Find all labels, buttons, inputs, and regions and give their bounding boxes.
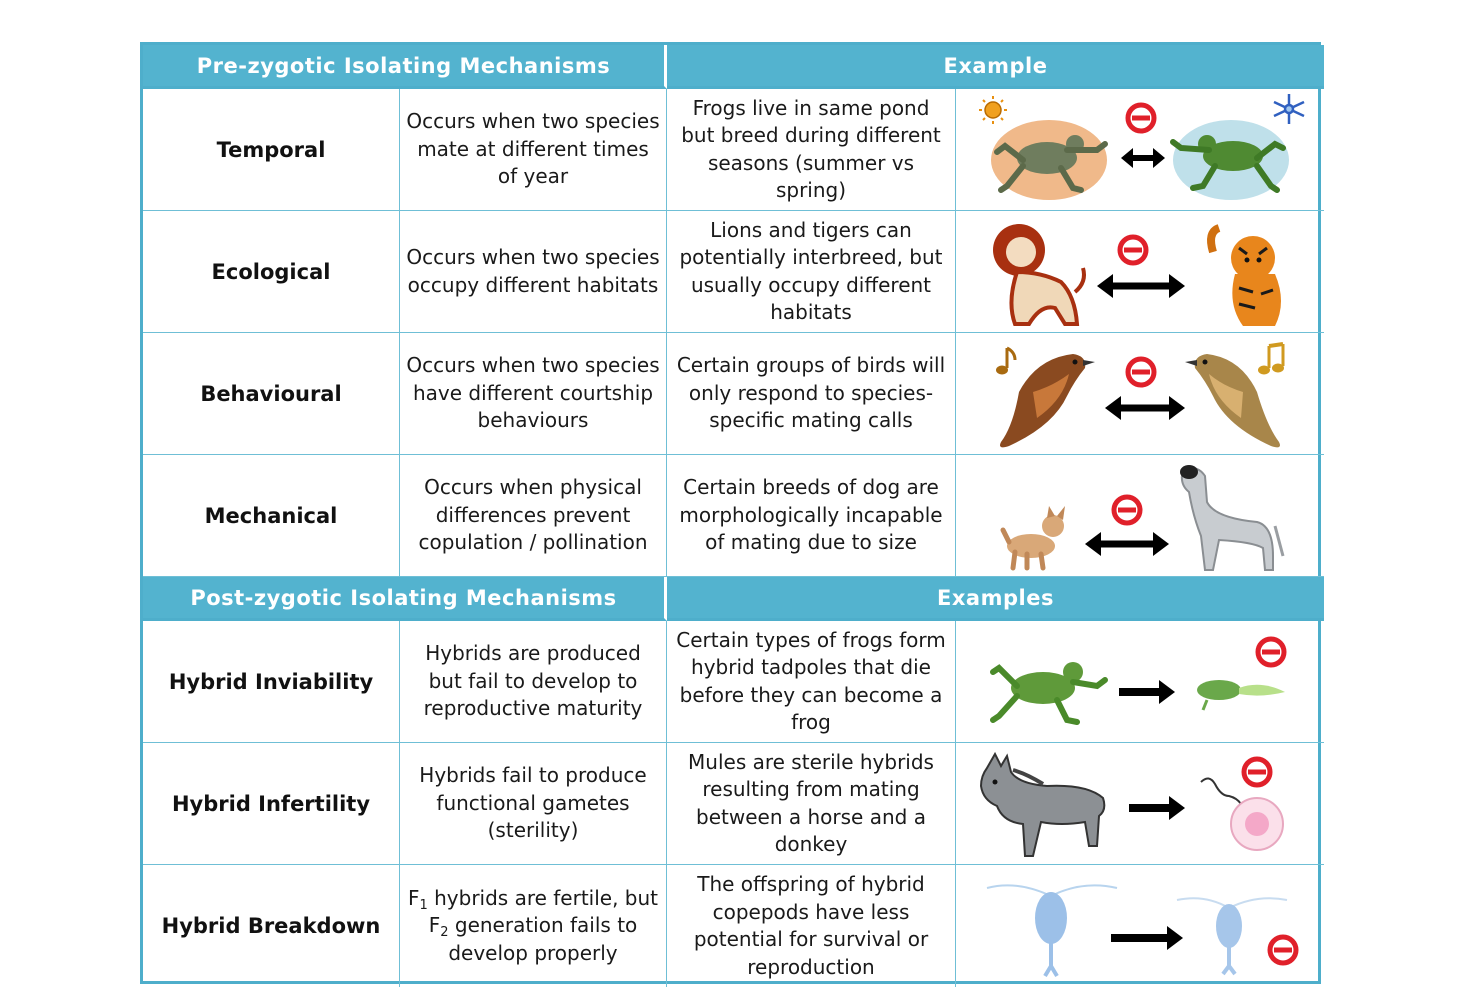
music-note-icon: [996, 348, 1015, 375]
snowflake-icon: [1274, 94, 1304, 124]
desc-part: F: [407, 885, 420, 910]
pre-zygotic-example-header: Example: [667, 45, 1324, 89]
spring-frog-icon: [1173, 120, 1289, 200]
row-name-ecological: Ecological: [143, 211, 400, 333]
copepod-icon: [987, 885, 1117, 976]
hybrid-breakdown-illustration: [956, 865, 1324, 987]
no-symbol-icon: [1120, 237, 1146, 263]
summer-frog-icon: [991, 120, 1107, 200]
no-symbol-icon: [1270, 937, 1296, 963]
row-name-temporal: Temporal: [143, 89, 400, 211]
no-symbol-icon: [1244, 759, 1270, 785]
row-example-hybrid-infertility: Mules are sterile hybrids resulting from mating between a horse and a donkey: [667, 743, 956, 865]
double-arrow-icon: [1105, 396, 1185, 420]
row-name-hybrid-breakdown: Hybrid Breakdown: [143, 865, 400, 987]
no-symbol-icon: [1258, 639, 1284, 665]
row-name-hybrid-infertility: Hybrid Infertility: [143, 743, 400, 865]
behavioural-illustration: [956, 333, 1324, 455]
row-example-hybrid-inviability: Certain types of frogs form hybrid tadpoles that die before they can become a frog: [667, 621, 956, 743]
frog-icon: [993, 662, 1105, 722]
great-dane-icon: [1180, 465, 1283, 570]
row-description-behavioural: Occurs when two species have different courtship behaviours: [400, 333, 667, 455]
no-symbol-icon: [1128, 359, 1154, 385]
ecological-illustration: [956, 211, 1324, 333]
row-name-behavioural: Behavioural: [143, 333, 400, 455]
lion-icon: [993, 224, 1084, 324]
right-arrow-icon: [1111, 926, 1183, 950]
row-example-hybrid-breakdown: The offspring of hybrid copepods have less potential for survival or reproduction: [667, 865, 956, 987]
row-description-hybrid-breakdown: [400, 865, 667, 987]
desc-part: hybrids are fertile, but F: [427, 885, 659, 938]
pre-zygotic-header: Pre-zygotic Isolating Mechanisms: [143, 45, 667, 89]
small-dog-icon: [1003, 506, 1065, 568]
row-description-hybrid-inviability: Hybrids are produced but fail to develop to reproductive maturity: [400, 621, 667, 743]
mechanical-illustration: [956, 455, 1324, 577]
no-symbol-icon: [1114, 497, 1140, 523]
isolating-mechanisms-table: [140, 42, 1321, 984]
row-example-behavioural: Certain groups of birds will only respond to species-specific mating calls: [667, 333, 956, 455]
generation-subscript: 2: [440, 925, 449, 941]
copepod-icon: [1177, 898, 1287, 974]
tiger-icon: [1211, 228, 1281, 326]
right-arrow-icon: [1129, 796, 1185, 820]
hybrid-infertility-illustration: [956, 743, 1324, 865]
right-arrow-icon: [1119, 680, 1175, 704]
post-zygotic-header: Post-zygotic Isolating Mechanisms: [143, 577, 667, 621]
double-arrow-icon: [1097, 274, 1185, 298]
tadpole-icon: [1197, 680, 1285, 710]
row-description-hybrid-infertility: Hybrids fail to produce functional gametes (sterility): [400, 743, 667, 865]
double-arrow-icon: [1085, 532, 1169, 556]
brown-bird-icon: [1000, 354, 1095, 447]
row-description-ecological: Occurs when two species occupy different habitats: [400, 211, 667, 333]
row-example-ecological: Lions and tigers can potentially interbreed, but usually occupy different habitats: [667, 211, 956, 333]
temporal-illustration: [956, 89, 1324, 211]
row-example-mechanical: Certain breeds of dog are morphologically incapable of mating due to size: [667, 455, 956, 577]
desc-part: generation fails to develop properly: [448, 913, 638, 965]
row-name-mechanical: Mechanical: [143, 455, 400, 577]
post-zygotic-example-header: Examples: [667, 577, 1324, 621]
no-symbol-icon: [1128, 105, 1154, 131]
egg-cell-icon: [1231, 798, 1283, 850]
row-description-mechanical: Occurs when physical differences prevent copulation / pollination: [400, 455, 667, 577]
hybrid-inviability-illustration: [956, 621, 1324, 743]
row-name-hybrid-inviability: Hybrid Inviability: [143, 621, 400, 743]
generation-subscript: 1: [419, 897, 428, 913]
mule-icon: [981, 754, 1104, 856]
music-note-icon: [1258, 344, 1284, 375]
sun-icon: [979, 96, 1007, 124]
double-arrow-icon: [1121, 148, 1165, 168]
row-description-temporal: Occurs when two species mate at different times of year: [400, 89, 667, 211]
row-example-temporal: Frogs live in same pond but breed during different seasons (summer vs spring): [667, 89, 956, 211]
